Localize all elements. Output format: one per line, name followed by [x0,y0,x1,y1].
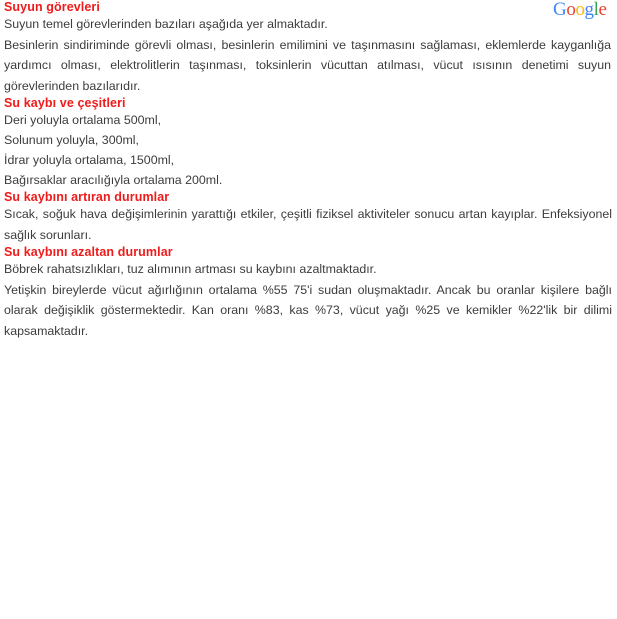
list-item-deri-yoluyla: Deri yoluyla ortalama 500ml, [4,113,162,127]
list-item-bagirsaklar: Bağırsaklar aracılığıyla ortalama 200ml. [4,173,223,187]
section-heading-su-kaybini-azaltan-durumlar: Su kaybını azaltan durumlar [4,245,173,259]
google-logo-letter-g1: G [553,0,567,20]
google-logo-letter-l: l [593,0,599,20]
paragraph-suyun-gorevleri: Besinlerin sindiriminde görevli olması, besinlerin emilimini ve taşınmasını sağlaması, eklemlerde kayganlığa yardımcı olması, elektrolitlerin taşınması, toksinlerin vücuttan atılması, vücut ısısının denetimi suyun görevlerinden bazılarıdır. [4,37,611,93]
section-heading-su-kaybi-ve-cesitleri: Su kaybı ve çeşitleri [4,96,126,110]
paragraph-su-kaybini-azaltan: Böbrek rahatsızlıkları, tuz alımının artması su kaybını azaltmaktadır. [4,262,377,276]
logo-spacer [611,0,612,58]
list-item-solunum-yoluyla: Solunum yoluyla, 300ml, [4,133,139,147]
google-logo-letter-e: e [598,0,607,20]
list-item-idrar-yoluyla: İdrar yoluyla ortalama, 1500ml, [4,153,175,167]
google-logo-letter-g2: g [584,0,594,20]
paragraph-su-kaybini-artiran: Sıcak, soğuk hava değişimlerinin yarattığı etkiler, çeşitli fiziksel aktiviteler sonucu artan kayıplar. Enfeksiyonel sağlık sorunları. [4,207,612,242]
google-logo-letter-o1: o [566,0,576,20]
google-logo [553,0,605,20]
paragraph-vucut-su-oranlari: Yetişkin bireylerde vücut ağırlığının ortalama %55 75'i sudan oluşmaktadır. Ancak bu oranlar kişilere bağlı olarak değişiklik göstermektedir. Kan oranı %83, kas %73, vücut yağı %25 ve kemikler %22'lik bir dilimi kapsamaktadır. [4,282,612,338]
google-logo-letter-o2: o [575,0,585,20]
section-heading-su-kaybini-artiran-durumlar: Su kaybını artıran durumlar [4,190,170,204]
paragraph-intro: Suyun temel görevlerinden bazıları aşağıda yer almaktadır. [4,17,328,31]
section-heading-suyun-gorevleri: Suyun görevleri [4,0,100,14]
